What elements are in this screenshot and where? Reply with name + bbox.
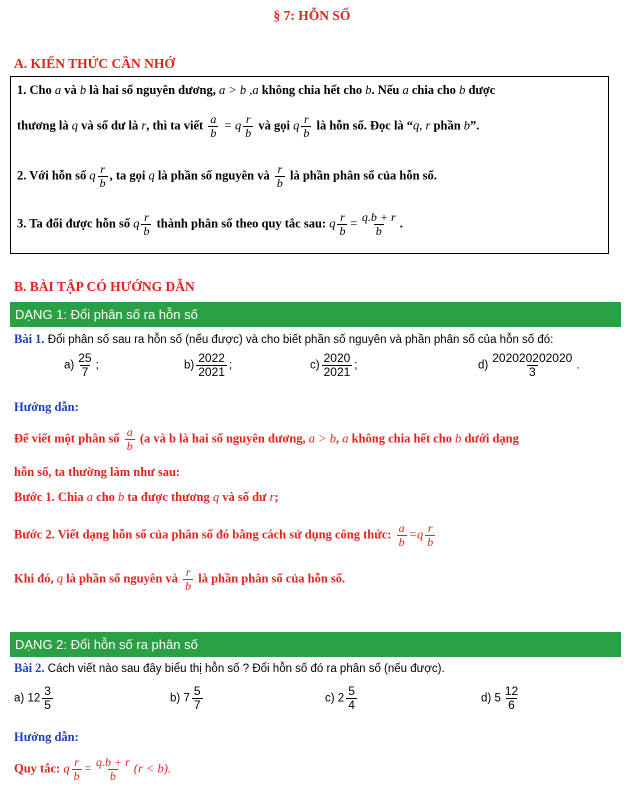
bai-2-prompt: Bài 2. Cách viết nào sau đây biểu thị hỗn số ? Đổi hỗn số đó ra phân số (nếu được). [14,661,445,675]
step-1: Bước 1. Chia a cho b ta được thương q và số dư r; [14,490,279,504]
rule-3-line: 3. Ta đổi được hỗn số q $\frac{r}{b}$ thành phân số theo quy tắc sau: q $\frac{r}{b}$ = $\frac{q.b + r}{b}$ . [17,210,403,238]
dang-2-banner: DẠNG 2: Đổi hỗn số ra phân số [10,632,621,657]
fraction-qb-plus-r-over-b: $\frac{q.b + r}{b}$ [96,755,130,783]
fraction-r-over-b: $\frac{r}{b}$ [245,112,252,140]
huong-dan-1: Hướng dẫn: [14,400,79,414]
knowledge-box [10,76,609,254]
section-a-heading: A. KIẾN THỨC CẦN NHỚ [14,56,175,71]
fraction-a-over-b: $\frac{a}{b}$ [398,521,405,549]
fraction-r-over-b: $\frac{r}{b}$ [143,210,150,238]
step-2: Bước 2. Viết dạng hỗn số của phân số đó bằng cách sử dụng công thức: $\frac{a}{b}$ =q $\frac{r}{b}$ [14,521,434,549]
fraction-r-over-b: $\frac{r}{b}$ [303,112,310,140]
method-intro-line: Để viết một phân số $\frac{a}{b}$ (a và b là hai số nguyên dương, a > b, a không chia hết cho b dưới dạng [14,425,519,453]
bai-2-item-b: b) 7 $\frac{5}{7}$ [170,684,201,712]
fraction-r-over-b: $\frac{r}{b}$ [427,521,434,549]
fraction-r-over-b: $\frac{r}{b}$ [99,162,106,190]
step-3: Khi đó, q là phần số nguyên và $\frac{r}{b}$ là phần phân số của hỗn số. [14,565,346,593]
rule-1-line-2: thương là q và số dư là r, thì ta viết $\frac{a}{b}$ = q $\frac{r}{b}$ và gọi q $\frac{r}{b}$ là hỗn số. Đọc là “q, r phần b”. [17,112,480,140]
bai-1-prompt: Bài 1. Đổi phân số sau ra hỗn số (nếu được) và cho biết phần số nguyên và phần phân số của hỗn số đó: [14,332,554,346]
dang-1-banner: DẠNG 1: Đổi phân số ra hỗn số [10,302,621,327]
quy-tac-line: Quy tắc: q $\frac{r}{b}$ = $\frac{q.b + r}{b}$ (r < b). [14,755,172,783]
fraction-a-over-b: $\frac{a}{b}$ [126,425,133,453]
bai-1-item-c: c) $\frac{2020}{2021}$ ; [310,351,358,379]
page-title: § 7: HỖN SỐ [273,8,351,23]
bai-2-item-c: c) 2 $\frac{5}{4}$ [325,684,355,712]
method-intro-line-2: hỗn số, ta thường làm như sau: [14,465,181,479]
section-b-heading: B. BÀI TẬP CÓ HƯỚNG DẪN [14,279,195,294]
bai-1-item-d: d) $\frac{202020202020}{3}$ . [478,351,580,379]
fraction-r-over-b: $\frac{r}{b}$ [73,755,80,783]
fraction-a-over-b: $\frac{a}{b}$ [210,112,217,140]
bai-1-item-a: a) $\frac{25}{7}$ ; [64,351,99,379]
fraction-r-over-b: $\frac{r}{b}$ [185,565,192,593]
fraction-r-over-b: $\frac{r}{b}$ [339,210,346,238]
bai-2-item-a: a) 12 $\frac{3}{5}$ [14,684,51,712]
bai-1-item-b: b) $\frac{2022}{2021}$ ; [184,351,233,379]
fraction-r-over-b: $\frac{r}{b}$ [276,162,283,190]
rule-1-line: 1. Cho a và b là hai số nguyên dương, a > b ,a không chia hết cho b. Nếu a chia cho b được [17,83,496,97]
bai-2-item-d: d) 5 $\frac{12}{6}$ [481,684,519,712]
rule-2-line: 2. Với hỗn số q $\frac{r}{b}$ , ta gọi q là phần số nguyên và $\frac{r}{b}$ là phần phân số của hỗn số. [17,162,437,190]
huong-dan-2: Hướng dẫn: [14,730,79,744]
fraction-qb-plus-r-over-b: $\frac{q.b + r}{b}$ [361,210,396,238]
